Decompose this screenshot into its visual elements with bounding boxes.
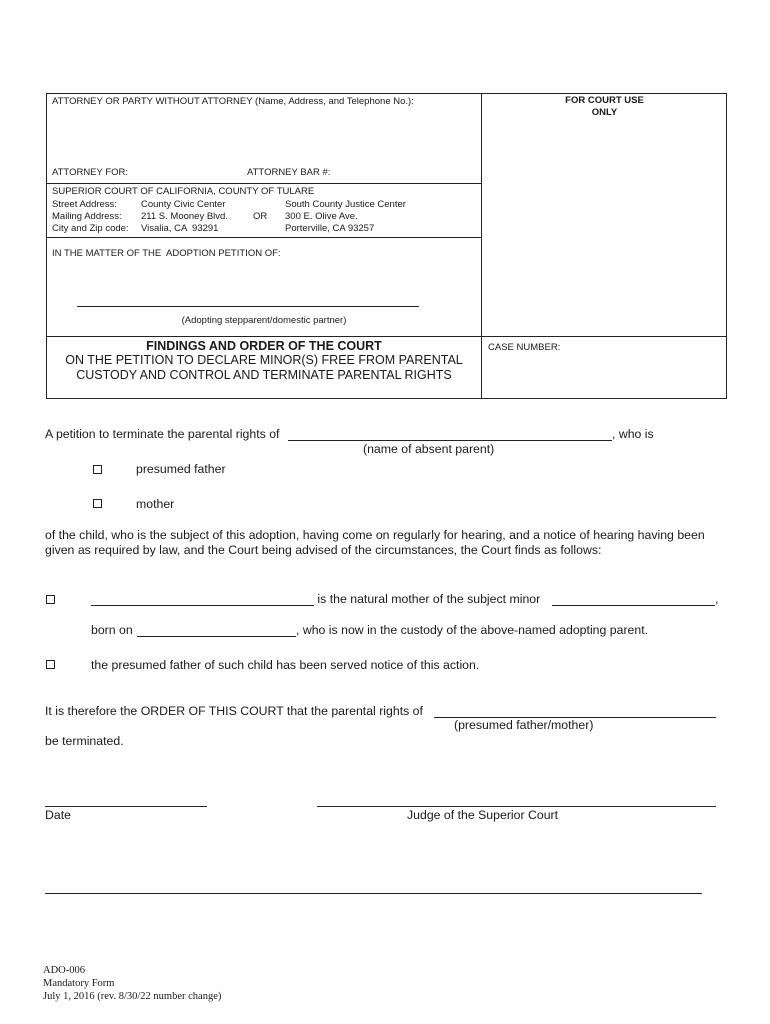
attorney-label: ATTORNEY OR PARTY WITHOUT ATTORNEY (Name, Address, and Telephone No.):: [52, 96, 414, 107]
main-city-zip: Visalia, CA 93291: [141, 223, 219, 234]
absent-parent-caption: (name of absent parent): [363, 442, 495, 456]
mother-label: mother: [136, 497, 175, 511]
finding-father-checkbox[interactable]: [46, 660, 55, 669]
form-number: ADO-006: [43, 965, 85, 976]
mandatory-form-label: Mandatory Form: [43, 978, 115, 989]
minor-name-line[interactable]: [552, 605, 715, 606]
south-city-zip: Porterville, CA 93257: [285, 223, 375, 234]
attorney-for-label: ATTORNEY FOR:: [52, 167, 129, 178]
stepparent-caption: (Adopting stepparent/domestic partner): [181, 315, 347, 326]
finding-mother-text: is the natural mother of the subject minor: [314, 592, 544, 606]
findings-paragraph-line1: of the child, who is the subject of this adoption, having come on regularly for hearing, and a notice of hearing having been: [45, 528, 705, 542]
mailing-address-label: Mailing Address:: [52, 211, 122, 222]
born-on-suffix: , who is now in the custody of the above-named adopting parent.: [296, 623, 649, 637]
order-prefix: It is therefore the ORDER OF THIS COURT that the parental rights of: [45, 704, 423, 718]
main-street-address: County Civic Center: [141, 199, 226, 210]
case-number-label: CASE NUMBER:: [488, 342, 561, 353]
birth-date-line[interactable]: [137, 636, 296, 637]
finding-father-text: the presumed father of such child has been served notice of this action.: [91, 658, 480, 672]
south-street-address: South County Justice Center: [285, 199, 406, 210]
date-label: Date: [45, 808, 71, 822]
main-mailing-address: 211 S. Mooney Blvd.: [141, 211, 228, 222]
south-mailing-address: 300 E. Olive Ave.: [285, 211, 358, 222]
presumed-father-checkbox[interactable]: [93, 465, 102, 474]
divider-court-name: [46, 183, 482, 184]
order-caption: (presumed father/mother): [454, 718, 594, 732]
court-use-line1: FOR COURT USE: [565, 95, 644, 106]
mother-checkbox[interactable]: [93, 499, 102, 508]
judge-label: Judge of the Superior Court: [407, 808, 559, 822]
revision-date: July 1, 2016 (rev. 8/30/22 number change): [43, 991, 222, 1002]
city-zip-label: City and Zip code:: [52, 223, 129, 234]
address-or: OR: [253, 211, 268, 222]
divider-title: [46, 336, 727, 337]
finding-mother-comma: ,: [715, 592, 719, 606]
bottom-rule: [45, 893, 702, 894]
date-signature-line[interactable]: [45, 806, 207, 807]
form-title: FINDINGS AND ORDER OF THE COURT: [146, 339, 382, 353]
form-subtitle-line2: CUSTODY AND CONTROL AND TERMINATE PARENTAL RIGHTS: [76, 368, 452, 382]
born-on-label: born on: [91, 623, 137, 637]
street-address-label: Street Address:: [52, 199, 117, 210]
judge-signature-line[interactable]: [317, 806, 716, 807]
attorney-bar-label: ATTORNEY BAR #:: [247, 167, 331, 178]
court-name: SUPERIOR COURT OF CALIFORNIA, COUNTY OF TULARE: [52, 186, 315, 197]
petition-prefix: A petition to terminate the parental rights of: [45, 427, 280, 441]
petition-suffix: , who is: [612, 427, 654, 441]
court-use-line2: ONLY: [591, 107, 618, 118]
matter-label: IN THE MATTER OF THE ADOPTION PETITION OF:: [52, 248, 281, 259]
findings-paragraph-line2: given as required by law, and the Court being advised of the circumstances, the Court finds as follows:: [45, 543, 602, 557]
presumed-father-label: presumed father: [136, 462, 226, 476]
divider-matter: [46, 237, 482, 238]
terminated-text: be terminated.: [45, 734, 124, 748]
mother-name-line[interactable]: [91, 605, 314, 606]
absent-parent-name-line[interactable]: [288, 440, 612, 441]
finding-mother-checkbox[interactable]: [46, 595, 55, 604]
form-subtitle-line1: ON THE PETITION TO DECLARE MINOR(S) FREE FROM PARENTAL: [65, 353, 463, 367]
petitioner-name-line[interactable]: [77, 306, 419, 307]
